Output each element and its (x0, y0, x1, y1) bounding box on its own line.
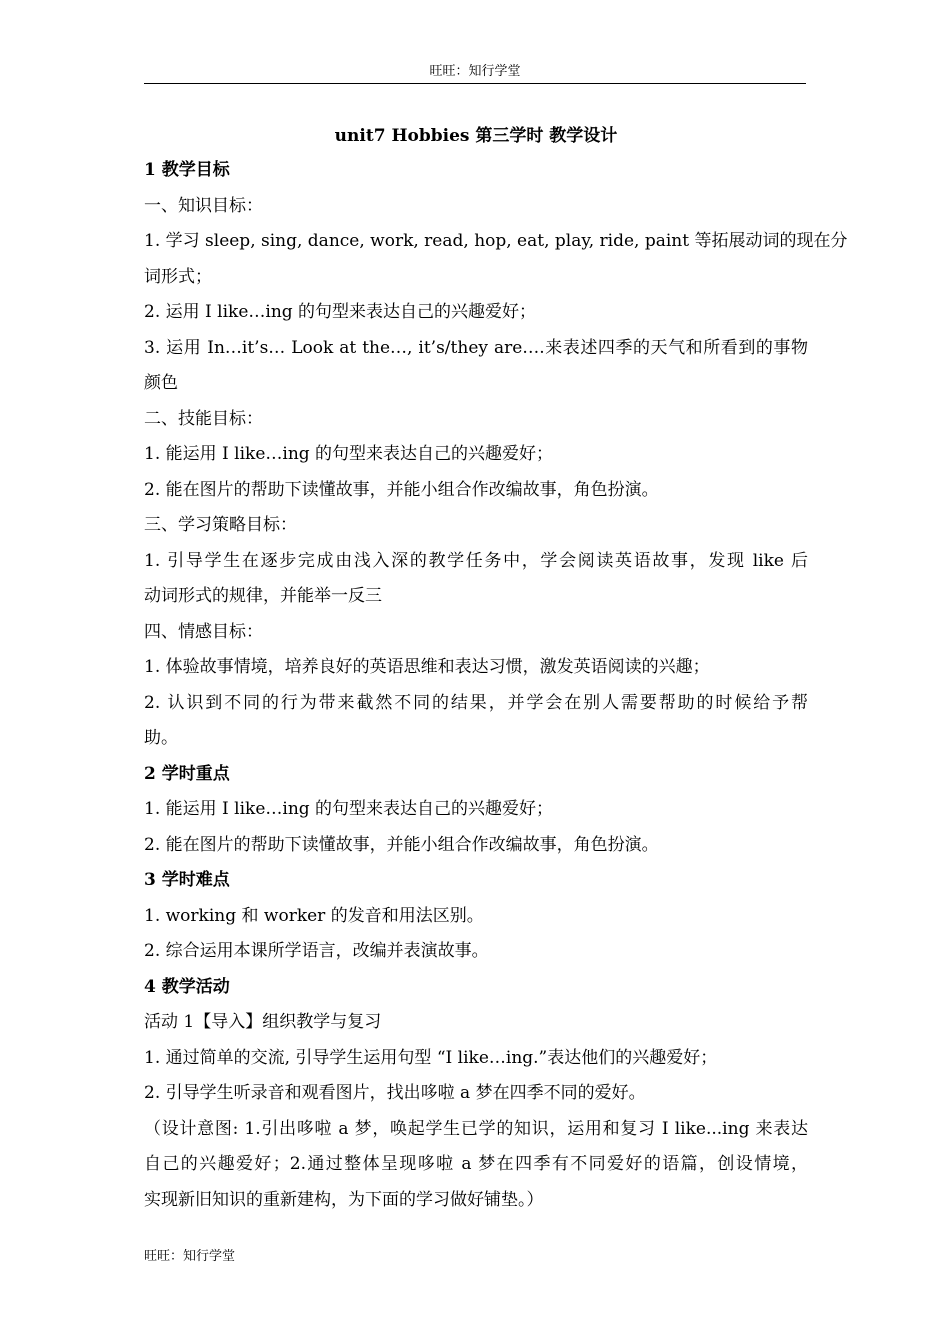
activity-title: 活动 1【导入】组织教学与复习 (144, 1012, 382, 1032)
design-note-line: 实现新旧知识的重新建构，为下面的学习做好铺垫。） (144, 1189, 544, 1210)
paragraph-line: 动词形式的规律，并能举一反三 (144, 586, 382, 606)
subheading-emotion: 四、情感目标： (144, 621, 263, 642)
subheading-strategy: 三、学习策略目标： (144, 515, 297, 535)
document-body (144, 119, 848, 1218)
paragraph-line: 1. 能运用 I like…ing 的句型来表达自己的兴趣爱好； (144, 444, 554, 464)
document-title: unit7 Hobbies 第三学时 教学设计 (334, 126, 618, 146)
section-heading-activities: 4 教学活动 (144, 976, 230, 997)
paragraph-line: 词形式； (144, 266, 212, 287)
section-heading-objectives: 1 教学目标 (144, 160, 230, 180)
design-note-line: 自己的兴趣爱好；2.通过整体呈现哆啦 a 梦在四季有不同爱好的语篇，创设情境， (144, 1154, 808, 1174)
paragraph-line: 2. 综合运用本课所学语言，改编并表演故事。 (144, 941, 489, 961)
page-header: 旺旺：知行学堂 (429, 64, 521, 79)
section-heading-key-points: 2 学时重点 (144, 763, 230, 784)
paragraph-line: 1. 学习 sleep, sing, dance, work, read, hop, eat, play, ride, paint 等拓展动词的现在分 (144, 231, 848, 251)
paragraph-line: 1. 通过简单的交流, 引导学生运用句型 “I like…ing.”表达他们的兴趣爱好； (144, 1047, 718, 1068)
subheading-knowledge: 一、知识目标： (144, 195, 263, 216)
paragraph-line: 1. 引导学生在逐步完成由浅入深的教学任务中，学会阅读英语故事，发现 like 后 (144, 550, 808, 571)
paragraph-line: 2. 认识到不同的行为带来截然不同的结果，并学会在别人需要帮助的时候给予帮 (144, 692, 808, 713)
paragraph-line: 2. 运用 I like…ing 的句型来表达自己的兴趣爱好； (144, 302, 537, 322)
paragraph-line: 2. 能在图片的帮助下读懂故事，并能小组合作改编故事，角色扮演。 (144, 834, 659, 855)
paragraph-line: 1. working 和 worker 的发音和用法区别。 (144, 905, 484, 926)
paragraph-line: 1. 能运用 I like…ing 的句型来表达自己的兴趣爱好； (144, 799, 554, 819)
design-note-line: （设计意图: 1.引出哆啦 a 梦，唤起学生已学的知识，运用和复习 I like...ing 来表达 (144, 1118, 808, 1139)
paragraph-line: 2. 能在图片的帮助下读懂故事，并能小组合作改编故事，角色扮演。 (144, 479, 659, 500)
section-heading-difficulties: 3 学时难点 (144, 870, 230, 890)
paragraph-line: 颜色 (144, 373, 178, 393)
page-footer: 旺旺：知行学堂 (144, 1249, 236, 1264)
paragraph-line: 1. 体验故事情境，培养良好的英语思维和表达习惯，激发英语阅读的兴趣； (144, 657, 710, 677)
paragraph-line: 3. 运用 In…it’s… Look at the…, it’s/they are….来表述四季的天气和所看到的事物 (144, 337, 808, 358)
subheading-skills: 二、技能目标： (144, 408, 263, 429)
header-rule (144, 83, 806, 84)
paragraph-line: 2. 引导学生听录音和观看图片，找出哆啦 a 梦在四季不同的爱好。 (144, 1083, 646, 1103)
paragraph-line: 助。 (144, 728, 178, 748)
